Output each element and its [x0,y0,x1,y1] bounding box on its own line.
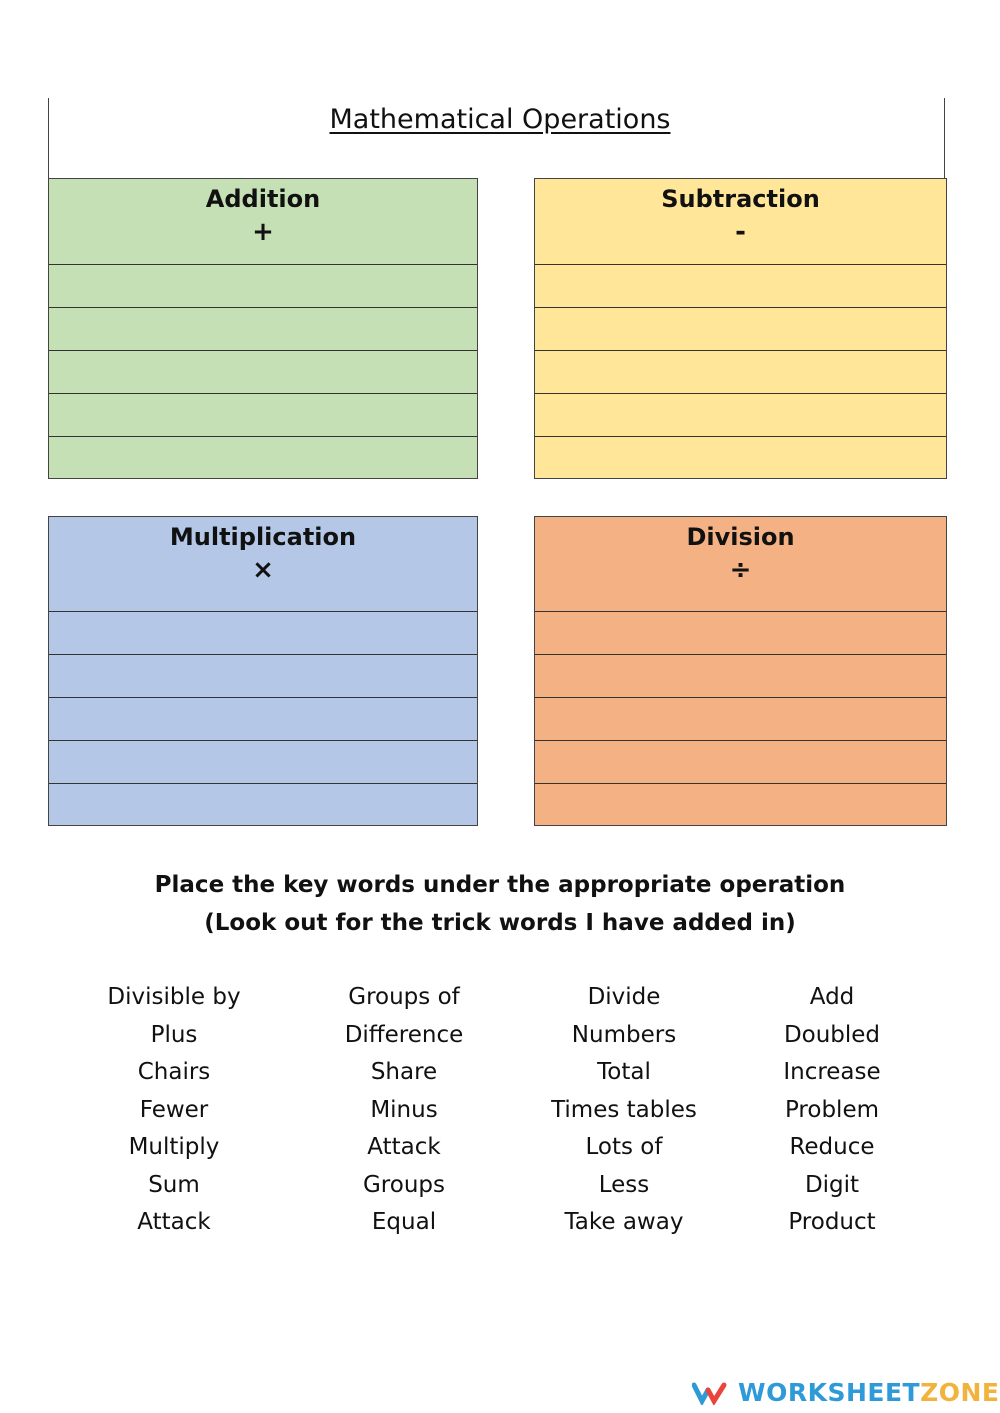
key-word[interactable]: Take away [564,1209,684,1235]
key-word[interactable]: Doubled [783,1021,881,1048]
logo-text-worksheet: WORKSHEET [738,1378,921,1407]
multiplication-heading: Multiplication [169,523,357,551]
key-word[interactable]: Attack [367,1134,441,1160]
answer-row[interactable] [535,394,946,437]
answer-row[interactable] [49,351,477,394]
division-heading: Division [686,523,795,551]
divide-symbol: ÷ [729,555,752,585]
answer-row[interactable] [535,655,946,698]
key-word[interactable]: Times tables [551,1096,697,1123]
key-word[interactable]: Equal [371,1209,437,1235]
answer-row[interactable] [535,698,946,741]
subtraction-box [534,178,947,479]
worksheetzone-logo [692,1378,999,1407]
key-word[interactable]: Total [597,1059,651,1085]
plus-symbol: + [252,217,274,247]
key-word[interactable]: Attack [137,1209,211,1235]
key-word[interactable]: Plus [150,1021,198,1048]
key-word[interactable]: Increase [783,1059,881,1085]
answer-row[interactable] [535,351,946,394]
key-word[interactable]: Add [809,984,855,1010]
key-word[interactable]: Less [598,1171,650,1198]
logo-text-zone: ZONE [920,1378,1000,1407]
times-symbol: × [252,555,274,585]
key-word[interactable]: Groups of [348,984,460,1010]
key-word[interactable]: Groups [362,1171,445,1198]
answer-row[interactable] [49,394,477,437]
answer-row[interactable] [535,784,946,827]
answer-row[interactable] [49,437,477,480]
w-logo-icon [692,1381,728,1405]
answer-row[interactable] [535,741,946,784]
answer-row[interactable] [49,741,477,784]
key-word[interactable]: Lots of [585,1134,663,1160]
key-word[interactable]: Problem [784,1096,880,1123]
key-word[interactable]: Multiply [128,1134,220,1160]
key-word[interactable]: Minus [370,1096,438,1123]
key-word[interactable]: Reduce [789,1134,875,1160]
answer-row[interactable] [535,437,946,480]
answer-row[interactable] [49,698,477,741]
instruction-line-2: (Look out for the trick words I have added in) [204,910,796,936]
subtraction-heading: Subtraction [661,185,820,213]
answer-row[interactable] [535,265,946,308]
key-word[interactable]: Product [788,1209,876,1235]
answer-row[interactable] [535,612,946,655]
key-word[interactable]: Divide [587,984,661,1010]
minus-symbol: - [735,217,746,247]
answer-row[interactable] [49,784,477,827]
division-box [534,516,947,826]
key-word[interactable]: Share [370,1059,438,1085]
page-title: Mathematical Operations [329,104,671,135]
key-word[interactable]: Chairs [137,1059,211,1085]
instruction-line-1: Place the key words under the appropriate operation [154,872,846,898]
key-word[interactable]: Sum [148,1171,200,1198]
key-word[interactable]: Digit [804,1171,860,1198]
key-word[interactable]: Divisible by [107,984,241,1010]
addition-box [48,178,478,479]
answer-row[interactable] [49,265,477,308]
answer-row[interactable] [49,655,477,698]
answer-row[interactable] [49,612,477,655]
key-word[interactable]: Fewer [139,1096,209,1123]
key-word[interactable]: Difference [344,1021,464,1048]
answer-row[interactable] [49,308,477,351]
answer-row[interactable] [535,308,946,351]
addition-heading: Addition [205,185,321,213]
key-word[interactable]: Numbers [571,1021,677,1048]
multiplication-box [48,516,478,826]
